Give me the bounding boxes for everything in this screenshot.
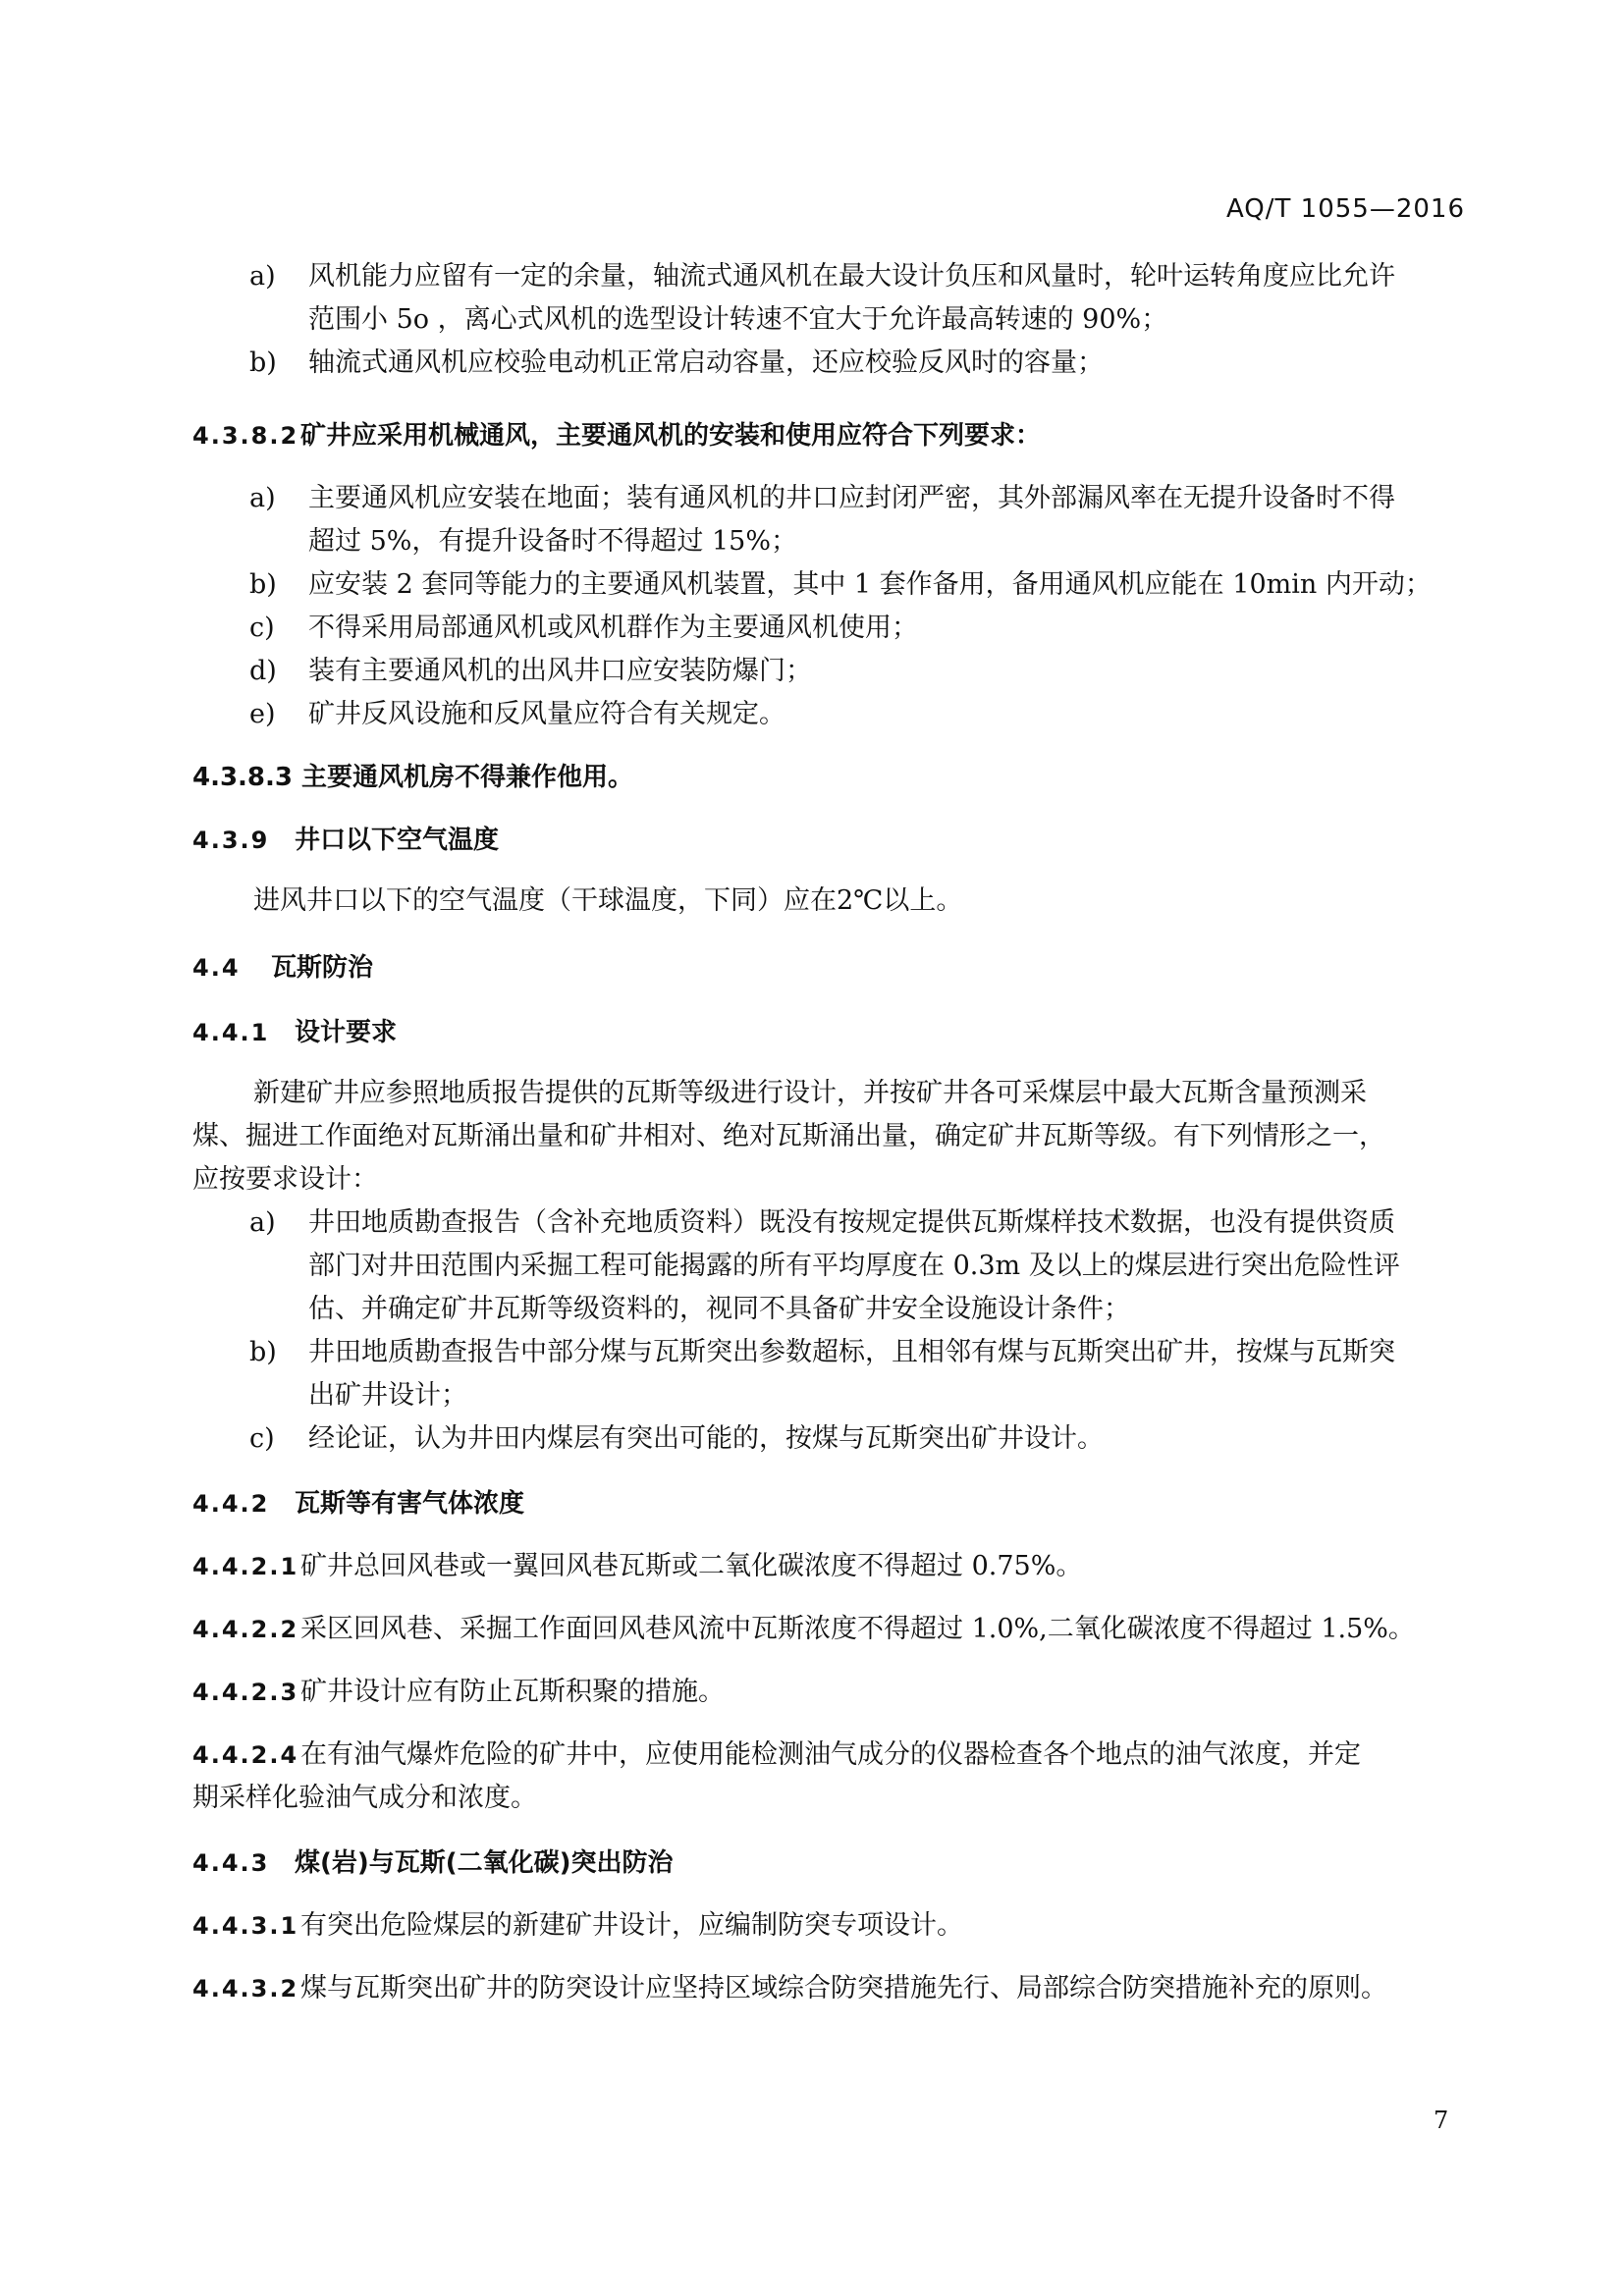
paragraph-line: 新建矿井应参照地质报告提供的瓦斯等级进行设计，并按矿井各可采煤层中最大瓦斯含量预测采 (253, 1078, 1367, 1108)
list-text: 范围小 5o ，离心式风机的选型设计转速不宜大于允许最高转速的 90%； (308, 304, 1168, 335)
list-label: c) (249, 1423, 275, 1454)
section-4-4-3-heading (192, 1843, 674, 1883)
clause-4-4-2-2 (192, 1610, 1415, 1649)
list-text: 经论证，认为井田内煤层有突出可能的，按煤与瓦斯突出矿井设计。 (308, 1423, 1104, 1454)
clause-text: 有突出危险煤层的新建矿井设计，应编制防突专项设计。 (300, 1910, 963, 1941)
section-number: 4.4.2 (192, 1490, 270, 1518)
section-title: 瓦斯防治 (271, 953, 374, 983)
clause-number: 4.3.8.2 (192, 422, 299, 450)
clause-4-4-3-2 (192, 1969, 1387, 2008)
list-text: 估、并确定矿井瓦斯等级资料的，视同不具备矿井安全设施设计条件； (308, 1294, 1130, 1324)
paragraph-line: 应按要求设计： (192, 1164, 378, 1195)
clause-number: 4.4.2.3 (192, 1679, 299, 1706)
list-text: 矿井反风设施和反风量应符合有关规定。 (308, 699, 785, 729)
clause-4-4-2-3 (192, 1673, 725, 1712)
list-label: a) (249, 261, 276, 292)
section-4-3-9-heading (192, 821, 499, 860)
list-label: d) (249, 656, 277, 686)
clause-4-4-2-4 (192, 1735, 1361, 1775)
list-text: 超过 5%，有提升设备时不得超过 15%； (308, 526, 798, 557)
section-title: 瓦斯等有害气体浓度 (295, 1489, 525, 1519)
paragraph-line: 煤、掘进工作面绝对瓦斯涌出量和矿井相对、绝对瓦斯涌出量，确定矿井瓦斯等级。有下列情形之一， (192, 1121, 1385, 1151)
section-title: 设计要求 (295, 1018, 398, 1047)
list-text: 井田地质勘查报告中部分煤与瓦斯突出参数超标，且相邻有煤与瓦斯突出矿井，按煤与瓦斯突 (308, 1337, 1395, 1367)
list-text: 风机能力应留有一定的余量，轴流式通风机在最大设计负压和风量时，轮叶运转角度应比允许 (308, 261, 1395, 292)
list-label: a) (249, 483, 276, 513)
clause-4-3-8-2 (192, 416, 1041, 455)
clause-text: 矿井应采用机械通风，主要通风机的安装和使用应符合下列要求： (300, 421, 1042, 451)
standard-code: AQ/T 1055—2016 (1225, 194, 1465, 224)
clause-text: 矿井总回风巷或一翼回风巷瓦斯或二氧化碳浓度不得超过 0.75%。 (300, 1551, 1083, 1581)
section-number: 4.4.3 (192, 1849, 270, 1877)
list-text: 出矿井设计； (308, 1380, 467, 1411)
clause-number: 4.4.3.2 (192, 1975, 299, 2002)
list-label: b) (249, 1337, 277, 1367)
list-text: 不得采用局部通风机或风机群作为主要通风机使用； (308, 613, 918, 643)
section-4-4-heading (192, 948, 373, 988)
clause-4-4-3-1 (192, 1906, 963, 1946)
clause-number: 4.4.2.4 (192, 1741, 299, 1769)
section-4-4-1-heading (192, 1013, 397, 1052)
list-text: 部门对井田范围内采掘工程可能揭露的所有平均厚度在 0.3m 及以上的煤层进行突出危险性评 (308, 1251, 1400, 1281)
clause-text: 采区回风巷、采掘工作面回风巷风流中瓦斯浓度不得超过 1.0%,二氧化碳浓度不得超过 1.5%。 (300, 1614, 1415, 1644)
section-title: 井口以下空气温度 (295, 826, 500, 855)
list-label: c) (249, 613, 275, 643)
clause-text: 煤与瓦斯突出矿井的防突设计应坚持区域综合防突措施先行、局部综合防突措施补充的原则。 (300, 1973, 1387, 2003)
list-text: 轴流式通风机应校验电动机正常启动容量，还应校验反风时的容量； (308, 347, 1104, 378)
clause-4-3-8-3: 4.3.8.3 主要通风机房不得兼作他用。 (192, 763, 634, 792)
section-number: 4.4 (192, 954, 241, 982)
list-label: b) (249, 347, 277, 378)
section-title: 煤(岩)与瓦斯(二氧化碳)突出防治 (295, 1848, 674, 1878)
list-text: 装有主要通风机的出风井口应安装防爆门； (308, 656, 812, 686)
list-text: 主要通风机应安装在地面；装有通风机的井口应封闭严密，其外部漏风率在无提升设备时不得 (308, 483, 1395, 513)
clause-text: 在有油气爆炸危险的矿井中，应使用能检测油气成分的仪器检查各个地点的油气浓度，并定 (300, 1739, 1361, 1770)
clause-text: 矿井设计应有防止瓦斯积聚的措施。 (300, 1677, 725, 1707)
page-number: 7 (1434, 2107, 1449, 2134)
clause-number: 4.4.2.1 (192, 1553, 299, 1580)
list-label: e) (249, 699, 276, 729)
clause-4-4-2-1 (192, 1547, 1082, 1586)
list-label: a) (249, 1207, 276, 1238)
section-4-4-2-heading (192, 1484, 524, 1523)
list-text: 应安装 2 套同等能力的主要通风机装置，其中 1 套作备用，备用通风机应能在 10min 内开动； (308, 569, 1432, 600)
clause-number: 4.4.2.2 (192, 1616, 299, 1643)
section-number: 4.3.9 (192, 827, 270, 854)
section-number: 4.4.1 (192, 1019, 270, 1046)
list-text: 井田地质勘查报告（含补充地质资料）既没有按规定提供瓦斯煤样技术数据，也没有提供资质 (308, 1207, 1395, 1238)
list-label: b) (249, 569, 277, 600)
clause-continuation: 期采样化验油气成分和浓度。 (192, 1783, 537, 1813)
clause-number: 4.4.3.1 (192, 1912, 299, 1940)
paragraph: 进风井口以下的空气温度（干球温度，下同）应在2℃以上。 (253, 885, 963, 916)
